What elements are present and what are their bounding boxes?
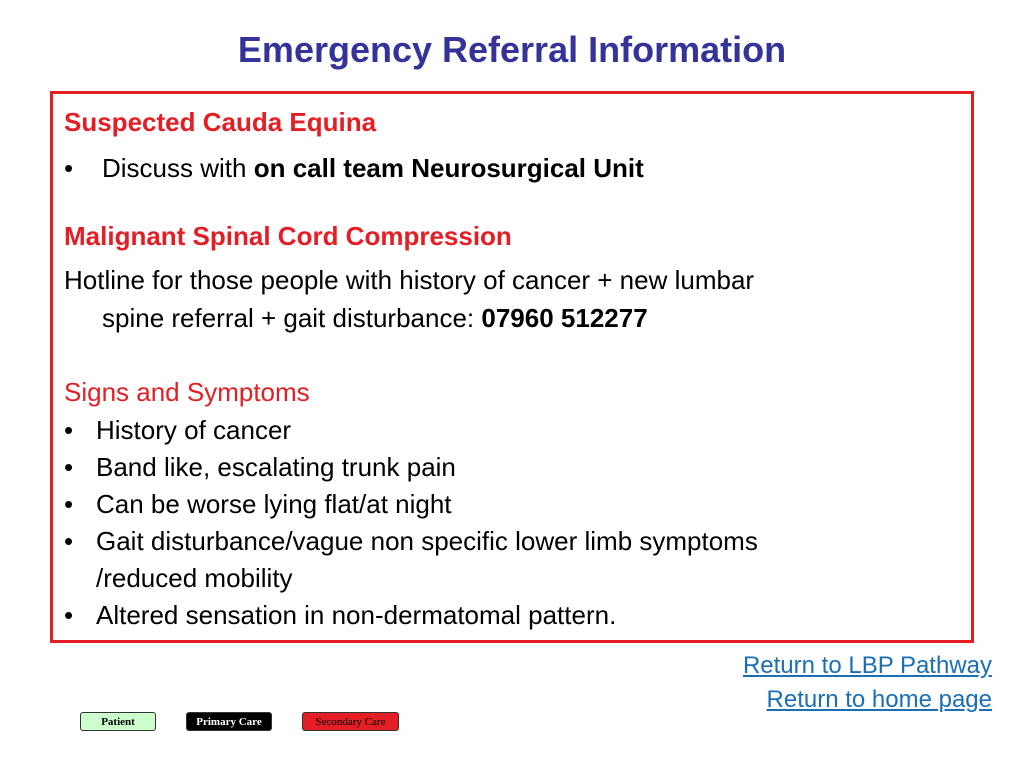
hotline-text: spine referral + gait disturbance: [102, 303, 482, 333]
hotline-phone-number: 07960 512277 [481, 303, 648, 333]
cauda-equina-bullet-item [64, 152, 644, 184]
cauda-equina-heading: Suspected Cauda Equina [64, 107, 377, 137]
list-item [64, 414, 291, 446]
bullet-icon: • [64, 526, 74, 556]
list-item [64, 451, 456, 483]
bullet-icon: • [64, 600, 74, 630]
signs-symptoms-heading: Signs and Symptoms [64, 377, 310, 407]
list-item-text: History of cancer [96, 415, 292, 445]
legend-secondary-care-button[interactable]: Secondary Care [302, 712, 399, 731]
list-item [64, 488, 452, 520]
cauda-bullet-bold: on call team Neurosurgical Unit [253, 153, 644, 183]
legend-patient-button[interactable]: Patient [80, 712, 156, 731]
mscc-hotline-line1: Hotline for those people with history of cancer + new lumbar [64, 265, 755, 295]
list-item-text: Altered sensation in non-dermatomal pattern. [96, 600, 617, 630]
bullet-icon: • [64, 415, 74, 445]
bullet-icon: • [64, 153, 74, 183]
return-to-lbp-pathway-link[interactable]: Return to LBP Pathway [742, 652, 992, 679]
list-item [64, 525, 758, 557]
list-item-text: Can be worse lying flat/at night [96, 489, 452, 519]
return-to-home-page-link[interactable]: Return to home page [766, 686, 992, 713]
list-item-text: Gait disturbance/vague non specific lower limb symptoms [96, 526, 758, 556]
referral-info-box [50, 91, 974, 643]
list-item [64, 599, 616, 631]
page-title: Emergency Referral Information [237, 29, 787, 70]
bullet-icon: • [64, 489, 74, 519]
list-item-continuation: /reduced mobility [96, 563, 293, 593]
list-item-text: Band like, escalating trunk pain [96, 452, 456, 482]
mscc-hotline-line2 [102, 302, 648, 334]
cauda-bullet-text: Discuss with [102, 153, 254, 183]
bullet-icon: • [64, 452, 74, 482]
legend-primary-care-button[interactable]: Primary Care [186, 712, 272, 731]
mscc-heading: Malignant Spinal Cord Compression [64, 221, 512, 251]
